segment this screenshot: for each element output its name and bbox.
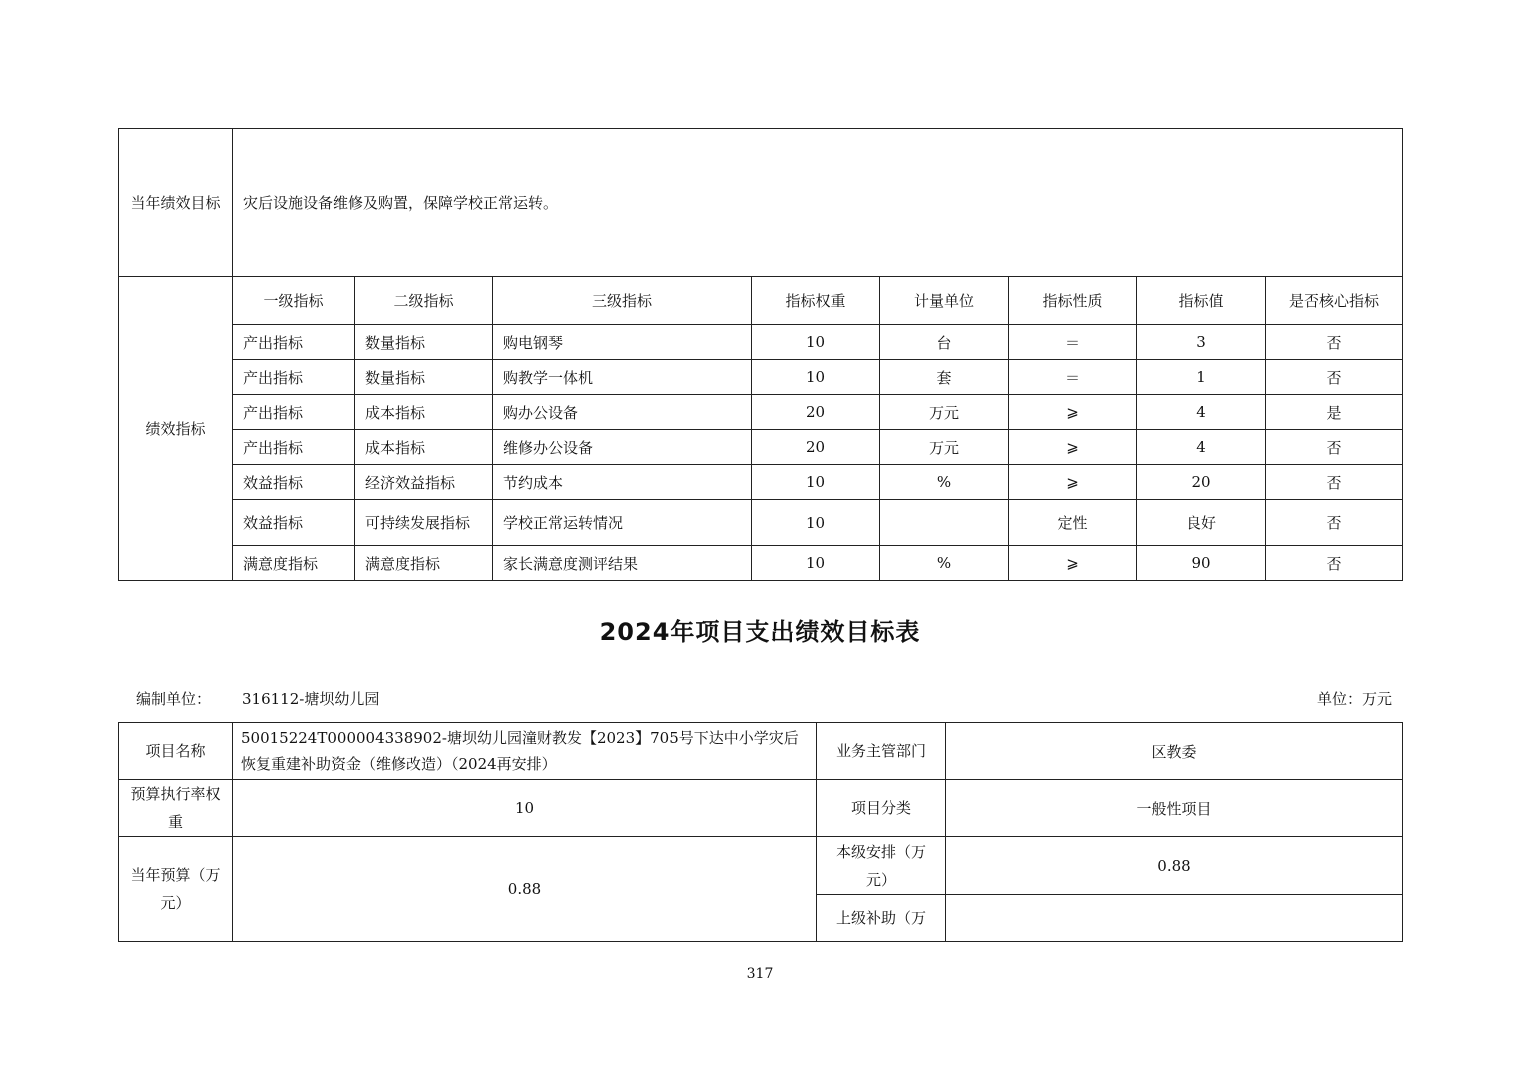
unit-label: 单位：万元 bbox=[1316, 690, 1392, 708]
cell-weight: 10 bbox=[752, 500, 880, 546]
page-number: 317 bbox=[746, 966, 774, 982]
goal-text: 灾后设施设备维修及购置，保障学校正常运转。 bbox=[233, 129, 1403, 277]
cell-level3: 购教学一体机 bbox=[493, 360, 752, 395]
cell-core: 否 bbox=[1266, 430, 1403, 465]
cell-value: 90 bbox=[1137, 546, 1266, 581]
cell-level2: 可持续发展指标 bbox=[355, 500, 493, 546]
cell-weight: 10 bbox=[752, 325, 880, 360]
cell-unit: 万元 bbox=[880, 395, 1009, 430]
cell-unit bbox=[880, 500, 1009, 546]
cell-level2: 数量指标 bbox=[355, 360, 493, 395]
project-name-label: 项目名称 bbox=[119, 723, 233, 780]
budget-value: 0.88 bbox=[233, 837, 817, 942]
cell-nature: ＝ bbox=[1009, 360, 1137, 395]
table-row bbox=[119, 500, 1403, 546]
cell-nature: ⩾ bbox=[1009, 465, 1137, 500]
cell-unit: 套 bbox=[880, 360, 1009, 395]
performance-goal-table bbox=[118, 128, 1403, 581]
cell-level1: 效益指标 bbox=[233, 500, 355, 546]
header-core: 是否核心指标 bbox=[1266, 277, 1403, 325]
header-nature: 指标性质 bbox=[1009, 277, 1137, 325]
exec-rate-label: 预算执行率权重 bbox=[119, 780, 233, 837]
table-row bbox=[119, 465, 1403, 500]
cell-level1: 产出指标 bbox=[233, 325, 355, 360]
budget-label: 当年预算（万元） bbox=[119, 837, 233, 942]
cell-level1: 产出指标 bbox=[233, 360, 355, 395]
project-info-table bbox=[118, 722, 1403, 942]
cell-level2: 经济效益指标 bbox=[355, 465, 493, 500]
unit-row bbox=[118, 688, 1402, 710]
cell-unit: 万元 bbox=[880, 430, 1009, 465]
header-level1: 一级指标 bbox=[233, 277, 355, 325]
cell-value: 20 bbox=[1137, 465, 1266, 500]
cell-weight: 20 bbox=[752, 430, 880, 465]
cell-core: 是 bbox=[1266, 395, 1403, 430]
table-row bbox=[119, 546, 1403, 581]
cell-level2: 数量指标 bbox=[355, 325, 493, 360]
cell-level3: 节约成本 bbox=[493, 465, 752, 500]
cell-core: 否 bbox=[1266, 465, 1403, 500]
exec-rate-value: 10 bbox=[233, 780, 817, 837]
table-row bbox=[119, 395, 1403, 430]
cell-value: 1 bbox=[1137, 360, 1266, 395]
exec-rate-row bbox=[119, 780, 1403, 837]
cell-weight: 10 bbox=[752, 360, 880, 395]
cell-level1: 满意度指标 bbox=[233, 546, 355, 581]
cell-core: 否 bbox=[1266, 546, 1403, 581]
cell-nature: ⩾ bbox=[1009, 395, 1137, 430]
cell-level1: 效益指标 bbox=[233, 465, 355, 500]
table-row bbox=[119, 360, 1403, 395]
cell-unit: 台 bbox=[880, 325, 1009, 360]
cell-core: 否 bbox=[1266, 500, 1403, 546]
project-name-value: 50015224T000004338902-塘坝幼儿园潼财教发【2023】705号下达中小学灾后恢复重建补助资金（维修改造）（2024再安排） bbox=[233, 723, 817, 780]
cell-level2: 成本指标 bbox=[355, 430, 493, 465]
project-name-row bbox=[119, 723, 1403, 780]
page-title: 2024年项目支出绩效目标表 bbox=[599, 618, 921, 646]
upper-value bbox=[946, 895, 1403, 942]
indicators-label: 绩效指标 bbox=[119, 277, 233, 581]
table-row bbox=[119, 430, 1403, 465]
header-value: 指标值 bbox=[1137, 277, 1266, 325]
category-value: 一般性项目 bbox=[946, 780, 1403, 837]
cell-value: 4 bbox=[1137, 430, 1266, 465]
table-row bbox=[119, 325, 1403, 360]
cell-nature: ⩾ bbox=[1009, 430, 1137, 465]
org-value: 316112-塘坝幼儿园 bbox=[242, 690, 380, 708]
cell-level2: 成本指标 bbox=[355, 395, 493, 430]
budget-row bbox=[119, 837, 1403, 895]
goal-label: 当年绩效目标 bbox=[119, 129, 233, 277]
indicator-header-row bbox=[119, 277, 1403, 325]
cell-weight: 20 bbox=[752, 395, 880, 430]
cell-level3: 学校正常运转情况 bbox=[493, 500, 752, 546]
cell-value: 3 bbox=[1137, 325, 1266, 360]
cell-level3: 家长满意度测评结果 bbox=[493, 546, 752, 581]
cell-nature: ＝ bbox=[1009, 325, 1137, 360]
cell-unit: % bbox=[880, 465, 1009, 500]
cell-level3: 购电钢琴 bbox=[493, 325, 752, 360]
dept-value: 区教委 bbox=[946, 723, 1403, 780]
cell-unit: % bbox=[880, 546, 1009, 581]
cell-level3: 维修办公设备 bbox=[493, 430, 752, 465]
cell-level3: 购办公设备 bbox=[493, 395, 752, 430]
cell-level2: 满意度指标 bbox=[355, 546, 493, 581]
header-level2: 二级指标 bbox=[355, 277, 493, 325]
header-weight: 指标权重 bbox=[752, 277, 880, 325]
local-value: 0.88 bbox=[946, 837, 1403, 895]
cell-value: 4 bbox=[1137, 395, 1266, 430]
cell-core: 否 bbox=[1266, 360, 1403, 395]
header-unit: 计量单位 bbox=[880, 277, 1009, 325]
cell-value: 良好 bbox=[1137, 500, 1266, 546]
cell-weight: 10 bbox=[752, 465, 880, 500]
category-label: 项目分类 bbox=[817, 780, 946, 837]
local-label: 本级安排（万元） bbox=[817, 837, 946, 895]
cell-core: 否 bbox=[1266, 325, 1403, 360]
dept-label: 业务主管部门 bbox=[817, 723, 946, 780]
cell-nature: ⩾ bbox=[1009, 546, 1137, 581]
cell-level1: 产出指标 bbox=[233, 430, 355, 465]
org-label: 编制单位： bbox=[136, 690, 212, 708]
goal-row bbox=[119, 129, 1403, 277]
cell-nature: 定性 bbox=[1009, 500, 1137, 546]
upper-label: 上级补助（万 bbox=[817, 895, 946, 942]
cell-level1: 产出指标 bbox=[233, 395, 355, 430]
header-level3: 三级指标 bbox=[493, 277, 752, 325]
cell-weight: 10 bbox=[752, 546, 880, 581]
